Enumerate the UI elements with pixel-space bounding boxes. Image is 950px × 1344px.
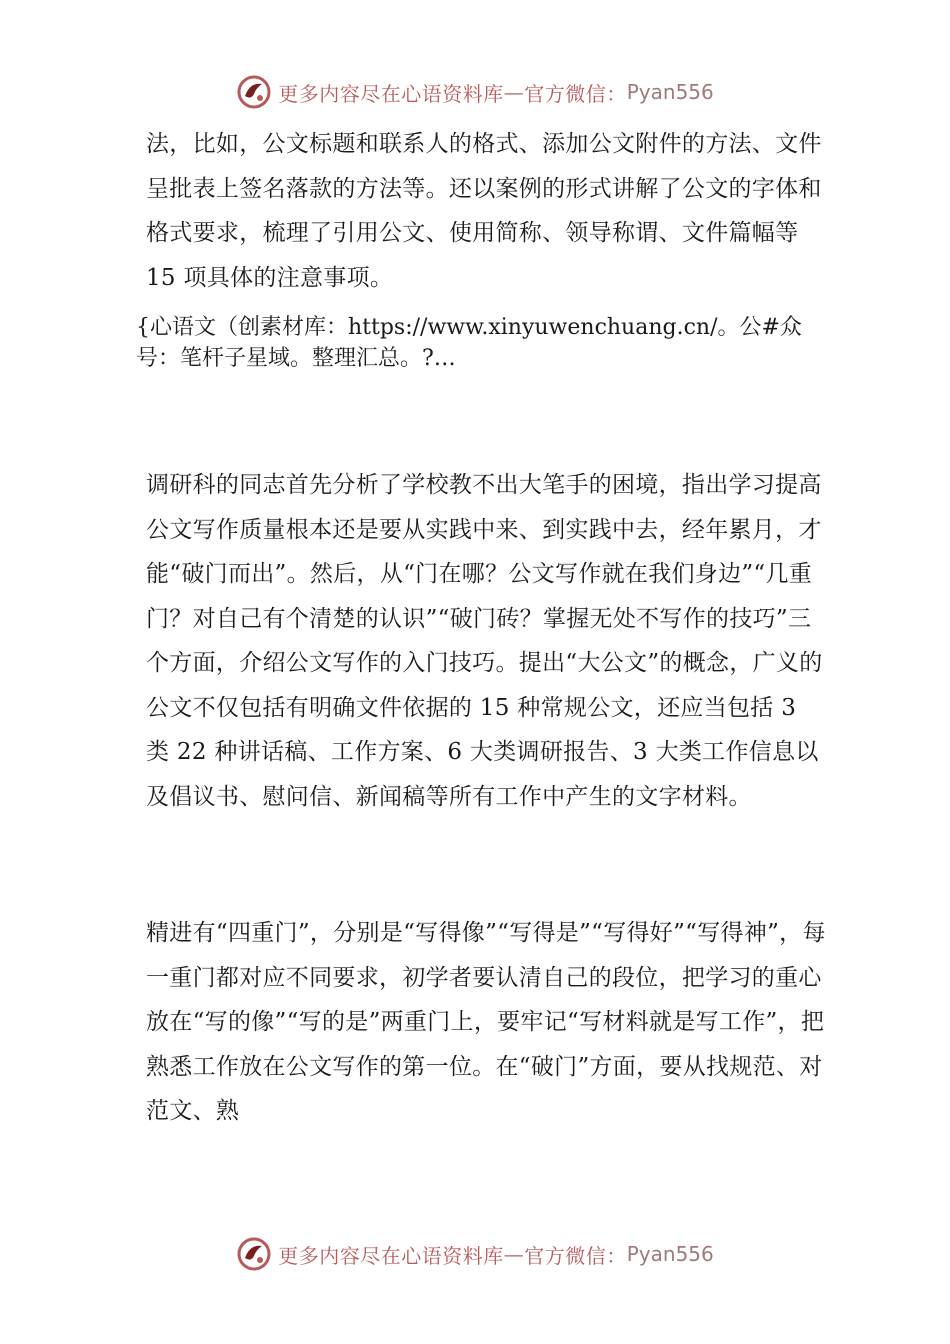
- source-note: {心语文（创素材库：https://www.xinyuwenchuang.cn/。公#众号：笔杆子星域。整理汇总。?…: [136, 315, 802, 371]
- paragraph-3: 精进有“四重门”，分别是“写得像”“写得是”“写得好”“写得神”，每一重门都对应不同要求，初学者要认清自己的段位，把学习的重心放在“写的像”“写的是”两重门上，要牢记“写材料就是写工作”，把熟悉工作放在公文写作的第一位。在“破门”方面，要从找规范、对范文、熟: [146, 920, 826, 1124]
- paragraph-2: 调研科的同志首先分析了学校教不出大笔手的困境，指出学习提高公文写作质量根本还是要从实践中来、到实践中去，经年累月，才能“破门而出”。然后，从“门在哪？公文写作就在我们身边”“几重门？对自己有个清楚的认识”“破门砖？掌握无处不写作的技巧”三个方面，介绍公文写作的入门技巧。提出“大公文”的概念，广义的公文不仅包括有明确文件依据的 15 种常规公文，还应当包括 3 类 22 种讲话稿、工作方案、6 大类调研报告、3 大类工作信息以及倡议书、慰问信、新闻稿等所有工作中产生的文字材料。: [146, 472, 823, 810]
- brand-logo-icon: [236, 74, 272, 110]
- footer-banner-text: 更多内容尽在心语资料库: [278, 1243, 504, 1268]
- footer-banner-sep: —: [503, 1242, 525, 1266]
- header-banner-text: 更多内容尽在心语资料库: [278, 81, 504, 106]
- paragraph-1: 法，比如，公文标题和联系人的格式、添加公文附件的方法、文件呈批表上签名落款的方法等。还以案例的形式讲解了公文的字体和格式要求，梳理了引用公文、使用简称、领导称谓、文件篇幅等 15 项具体的注意事项。: [146, 131, 822, 291]
- header-banner-id: Pyan556: [626, 80, 714, 104]
- footer-banner-id: Pyan556: [626, 1242, 714, 1266]
- footer-banner: [0, 1232, 950, 1276]
- header-banner-contact: 官方微信：: [524, 81, 627, 106]
- footer-banner-contact: 官方微信：: [524, 1243, 627, 1268]
- brand-logo-icon: [236, 1236, 272, 1272]
- header-banner: [0, 70, 950, 114]
- header-banner-sep: —: [503, 80, 525, 104]
